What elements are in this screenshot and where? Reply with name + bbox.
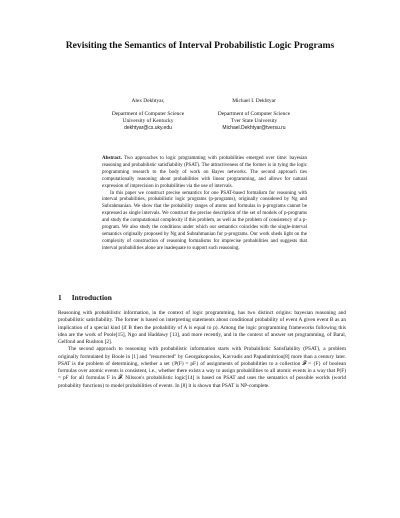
author-affiliation: Department of Computer Science: [111, 111, 185, 117]
author-email: Michael.Dekhtyar@tversu.ru: [222, 125, 286, 131]
body-paragraph-2: The second approach to reasoning with probabilistic information starts with Probabilistic Satisfiability (PSAT), a problem originally formulated by Boole in [1] and "resurrected" by Georgakopoulos, Kavvadis and Papadimitriou[8] more than a century later. PSAT is the problem of determining, whether a set {P(F) = pF} of assignments of probabilities to a collection 𝓕 = {F} of boolean formulas over atomic events is consistent, i.e., whether there exists a way to assign probabilities to all atomic events in a way that P(F) = pF for all formulas F in 𝓕. Nilsson's probabilistic logic[14] is based on PSAT and uses the semantics of possible worlds (world probability functions) to model probabilities of events. In [8] it is shown that PSAT is NP-complete.: [58, 346, 346, 389]
abstract-text-1: Two approaches to logic programming with probabilities emerged over time: bayesian reasoning and probabilistic satisfiability (PSAT). The attractiveness of the former is in tying the logic programming research to the body of work on Bayes networks. The second approach ties computationally reasoning about probabilities with linear programming, and allows for natural expression of imprecision in probabilities via the use of intervals.: [102, 156, 307, 189]
section-number: 1: [58, 293, 62, 302]
abstract-label: Abstract.: [102, 156, 122, 161]
body-text: [58, 310, 346, 390]
author-affiliation: Department of Computer Science: [217, 111, 291, 117]
abstract-paragraph-1: [102, 156, 307, 191]
author-name: Michael I. Dekhtyar: [232, 98, 276, 104]
author-email: dekhtyar@cs.uky.edu: [124, 125, 172, 131]
author-block-2: [184, 98, 324, 132]
author-institution: Tver State University: [230, 118, 278, 124]
paper-title: Revisiting the Semantics of Interval Probabilistic Logic Programs: [65, 40, 335, 51]
author-name: Alex Dekhtyar,: [131, 98, 165, 104]
body-paragraph-1: Reasoning with probabilistic information, in the context of logic programming, has two distinct origins: bayesian reasoning and probabilistic satisfiability. The former is based on interpreting statements about conditional probability of event A given event B as an implication of a special kind (if B then the probability of A is equal to p). Among the logic programming frameworks following this idea are the work of Poole[15], Ngo and Haddawy [13], and more recently, and in the context of answer set programming, of Baral, Gelfond and Rushton [2].: [58, 310, 346, 345]
section-title: Introduction: [71, 293, 112, 302]
author-institution: University of Kentucky: [122, 118, 174, 124]
abstract: [102, 156, 307, 253]
section-heading: [58, 293, 112, 302]
abstract-paragraph-2: In this paper we construct precise semantics for one PSAT-based formalism for reasoning with interval probabilities, probabilistic logic programs (p-programs), originally considered by Ng and Subrahmanian. We show that the probability ranges of atoms and formulas in p-programs cannot be expressed as single intervals. We construct the precise description of the set of models of p-programs and study the computational complexity if this problem, as well as the problem of consistency of a p-program. We also study the conditions under which our semantics coincides with the single-interval semantics originally proposed by Ng and Subrahmanian for p-programs. Our work sheds light on the complexity of construction of reasoning formalisms for imprecise probabilities and suggests that interval probabilities alone are inadequate to support such reasoning.: [102, 190, 307, 251]
